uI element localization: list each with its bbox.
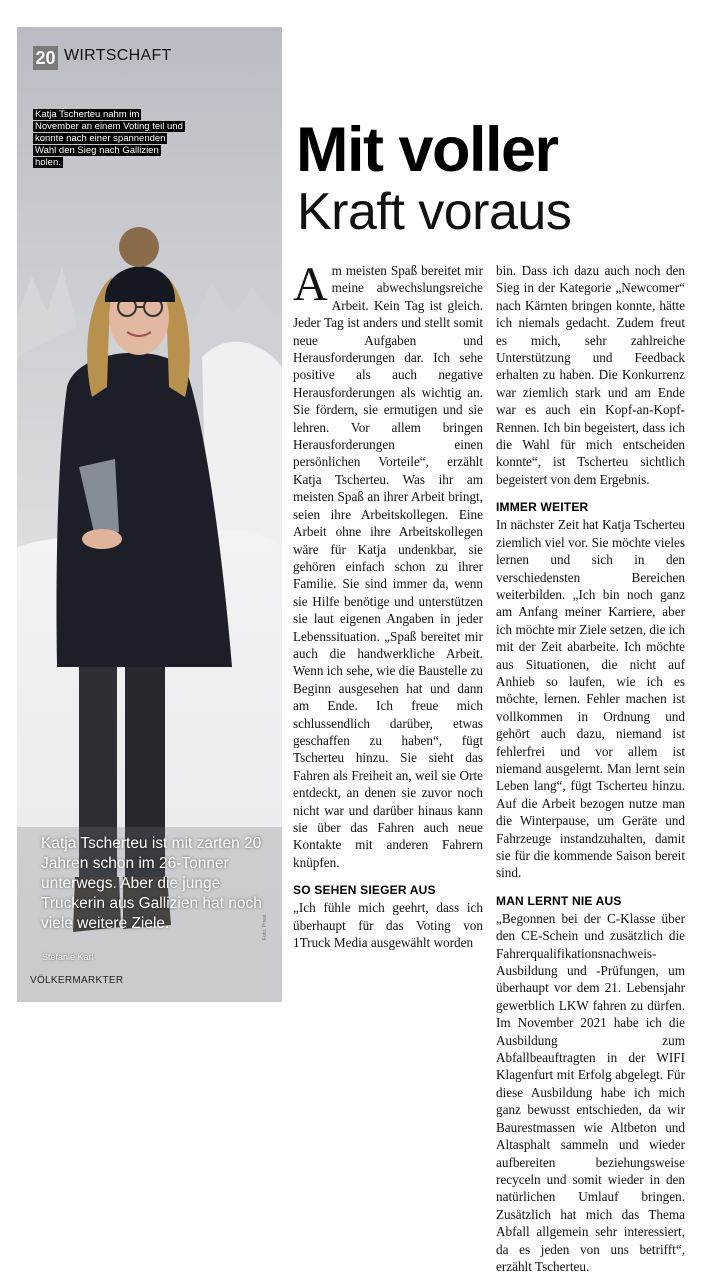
section-name: WIRTSCHAFT [64,47,172,64]
drop-cap: A [293,258,328,311]
headline-line1: Mit voller [296,115,558,185]
intro-text: Katja Tscherteu ist mit zarten 20 Jahren schon im 26-Tonner unterwegs. Aber die junge Truckerin aus Gallizien hat noch viele weitere Ziele. [41,835,262,932]
paragraph-1-text: m meisten Spaß bereitet mir meine abwechslungsreiche Arbeit. Kein Tag ist gleich. Jeder Tag ist anders und stellt somit neue Aufgaben und Herausforderungen dar. Ich sehe positive als auch negative Herausforderungen als wichtig an. Sie fördern, sie ermutigen und sie lehren. Vor allem bringen Herausforderungen einen persönlichen Vorteile“, erzählt Katja Tscherteu. Was ihr am meisten Spaß an ihrer Arbeit bringt, seien ihre Arbeitskollegen. Eine Arbeit ohne ihre Arbeitskollegen wäre für Katja undenkbar, sie gehören einfach schon zu ihrer Familie. Sie sind immer da, wenn sie Hilfe benötige und unterstützen sie laut eigenen Angaben in jeder Lebenssituation. „Spaß bereitet mir auch die handwerkliche Arbeit. Wenn ich sehe, wie die Baustelle zu Beginn ausgesehen hat und dann am Ende. Ich freue mich schlussendlich darüber, etwas geschaffen zu haben“, fügt Tscherteu hinzu. Sie sieht das Fahren als Freiheit an, weil sie Orte entdeckt, an denen sie zuvor noch nicht war und darüber hinaus kann sie über das Fahren auch neue Kontakte mit anderen Fahrern knüpfen. [293,263,483,870]
subheading-immer-weiter: IMMER WEITER [496,500,589,515]
subheading-man-lernt: MAN LERNT NIE AUS [496,893,622,908]
headline-line2: Kraft voraus [297,183,572,241]
article-column-1 [293,258,483,951]
paragraph-3-text: In nächster Zeit hat Katja Tscherteu ziemlich viel vor. Sie möchte vieles lernen und sich in den verschiedensten Bereichen weiterbilden. „Ich bin noch ganz am Anfang meiner Karriere, aber ich möchte mir Ziele setzen, die ich mit der Zeit abarbeite. Ich möchte aus Situationen, die nicht auf Anhieb so laufen, wie ich es möchte, lernen. Fehler machen ist vollkommen in Ordnung und gehört auch dazu, niemand ist fehlerfrei und vor allem ist niemand ausgelernt. Man lernt sein Leben lang“, fügt Tscherteu hinzu. Auf die Arbeit bezogen nutze man die Winterpause, um Geräte und Fahrzeuge instandzuhalten, damit sie für die kommende Saison bereit sind. [496,517,685,881]
paragraph-2-continued: bin. Dass ich dazu auch noch den Sieg in der Kategorie „Newcomer“ nach Kärnten bringen konnte, hätte ich niemals gedacht. Zudem freut es mich, sehr zahlreiche Unterstützung und Feedback erhalten zu haben. Die Konkurrenz war ziemlich stark und am Ende war es auch ein Kopf-an-Kopf-Rennen. Ich bin begeistert, dass ich die Wahl für mich entscheiden konnte“, ist Tscherteu sichtlich begeistert von dem Ergebnis. [496,263,685,487]
photo-credit: Foto: Privat [262,914,268,940]
subheading-sieger: SO SEHEN SIEGER AUS [293,883,436,898]
snowy-trees [17,267,77,357]
article-column-2 [496,262,685,1275]
paragraph-2-text: „Ich fühle mich geehrt, dass ich überhaupt für das Voting von 1Truck Media ausgewählt worden [293,900,483,951]
photo-caption-text: Katja Tscherteu nahm im November an einem Voting teil und konnte nach einer spannenden Wahl den Sieg nach Gallizien holen. [35,109,183,168]
photo-caption [33,109,183,169]
author-name: Stefanie Karl [42,952,94,962]
article-paragraph [293,258,483,871]
beanie [105,266,175,302]
section-number: 20 [33,46,58,70]
beanie-pompom [119,227,159,267]
paragraph-4-text: „Begonnen bei der C-Klasse über den CE-Schein und zusätzlich die Fahrerqualifikationsnachweis-Ausbildung und -Prüfungen, um überhaupt vor dem 21. Lebensjahr gewerblich LKW fahren zu dürfen. Im November 2021 habe ich die Ausbildung zum Abfallbeauftragten in der WIFI Klagenfurt mit Erfolg abgelegt. Für diese Ausbildung habe ich mich ganz bewusst entschieden, da wir Baurestmassen wie Altbeton und Altasphalt sammeln und wieder aufbereiten beziehungsweise recyceln und somit wieder in den natürlichen Umlauf bringen. Zusätzlich hat mich das Thema Abfall allgemein sehr interessiert, da es jeden von uns betrifft“, erzählt Tscherteu. [496,910,685,1274]
publication-footer: VÖLKERMARKTER [30,975,124,986]
